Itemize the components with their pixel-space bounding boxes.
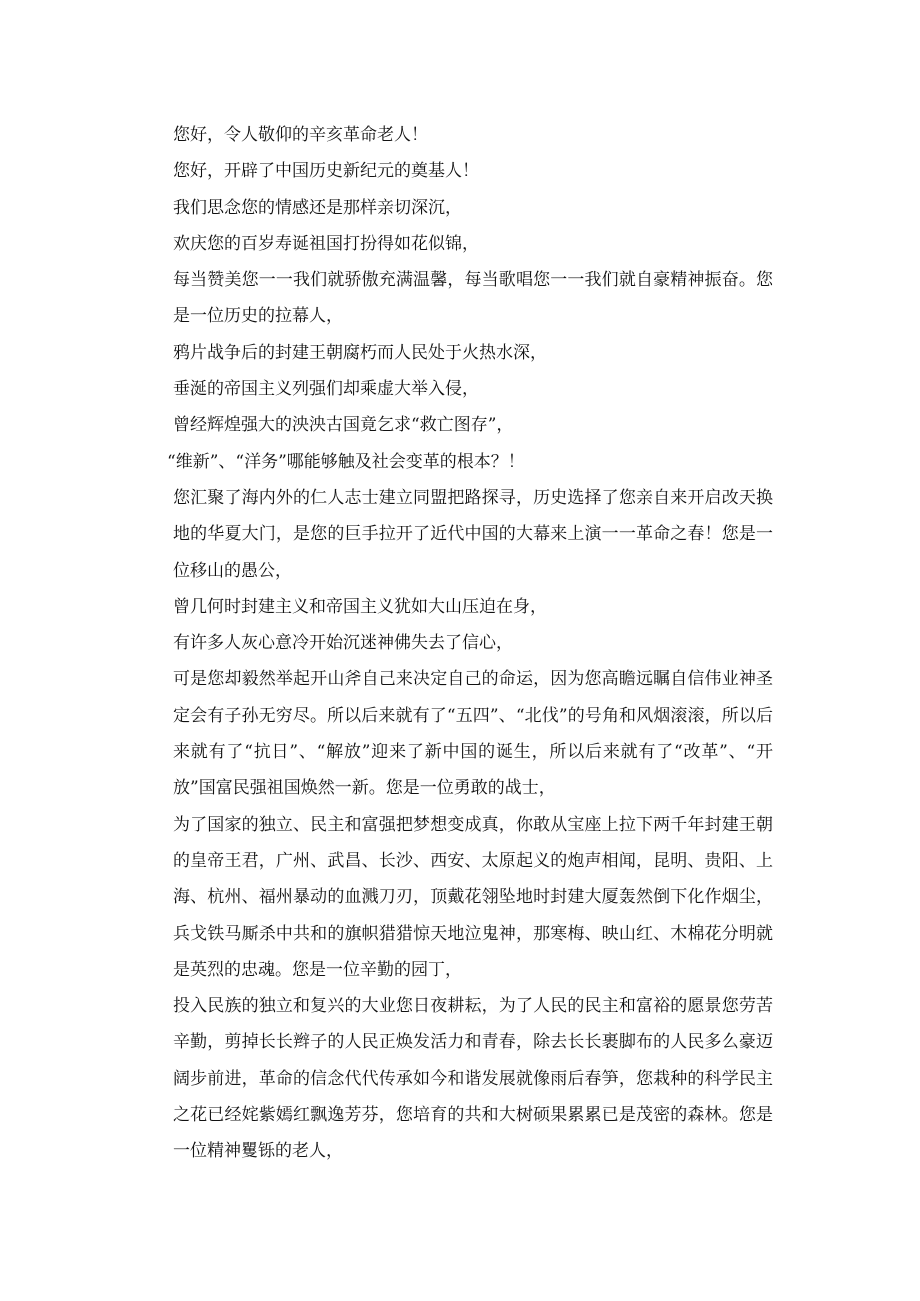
paragraph: 每当赞美您一一我们就骄傲充满温馨，每当歌唱您一一我们就自豪精神振奋。您是一位历史的拉幕人， [173, 270, 773, 327]
paragraph: 可是您却毅然举起开山斧自己来决定自己的命运，因为您高瞻远瞩自信伟业神圣定会有子孙无穷尽。所以后来就有了“五四”、“北伐”的号角和风烟滚滚，所以后来就有了“抗日”、“解放”迎来了新中国的诞生，所以后来就有了“改革”、“开放”国富民强祖国焕然一新。您是一位勇敢的战士， [173, 669, 773, 799]
paragraph: 投入民族的独立和复兴的大业您日夜耕耘，为了人民的民主和富裕的愿景您劳苦辛勤，剪掉长长辫子的人民正焕发活力和青春，除去长长裹脚布的人民多么豪迈阔步前进，革命的信念代代传承如今和谐发展就像雨后春笋，您栽种的科学民主之花已经姹紫嫣红飘逸芳芬，您培育的共和大树硕果累累已是茂密的森林。您是一位精神矍铄的老人， [173, 996, 773, 1162]
paragraph: 欢庆您的百岁寿诞祖国打扮得如花似锦， [173, 233, 479, 254]
paragraph: 曾几何时封建主义和帝国主义犹如大山压迫在身， [173, 596, 547, 617]
paragraph: 您好，令人敬仰的辛亥革命老人！ [173, 125, 428, 145]
document-body [167, 117, 773, 1170]
paragraph: 您汇聚了海内外的仁人志士建立同盟把路探寻，历史选择了您亲自来开启改天换地的华夏大门，是您的巨手拉开了近代中国的大幕来上演一一革命之春！您是一位移山的愚公， [173, 487, 773, 581]
paragraph: 垂涎的帝国主义列强们却乘虚大举入侵， [173, 379, 479, 400]
paragraph: 为了国家的独立、民主和富强把梦想变成真，你敢从宝座上拉下两千年封建王朝的皇帝王君，广州、武昌、长沙、西安、太原起义的炮声相闻，昆明、贵阳、上海、杭州、福州暴动的血溅刀刃，顶戴花翎坠地时封建大厦轰然倒下化作烟尘，兵戈铁马厮杀中共和的旗帜猎猎惊天地泣鬼神，那寒梅、映山红、木棉花分明就是英烈的忠魂。您是一位辛勤的园丁， [173, 814, 773, 980]
paragraph: 您好，开辟了中国历史新纪元的奠基人！ [173, 161, 479, 182]
paragraph: “维新”、“洋务”哪能够触及社会变革的根本？！ [167, 451, 525, 472]
paragraph: 我们思念您的情感还是那样亲切深沉， [173, 197, 462, 218]
paragraph: 鸦片战争后的封建王朝腐朽而人民处于火热水深， [173, 342, 547, 363]
paragraph: 有许多人灰心意冷开始沉迷神佛失去了信心， [173, 633, 513, 654]
paragraph: 曾经辉煌强大的泱泱古国竟乞求“救亡图存”， [173, 415, 514, 436]
